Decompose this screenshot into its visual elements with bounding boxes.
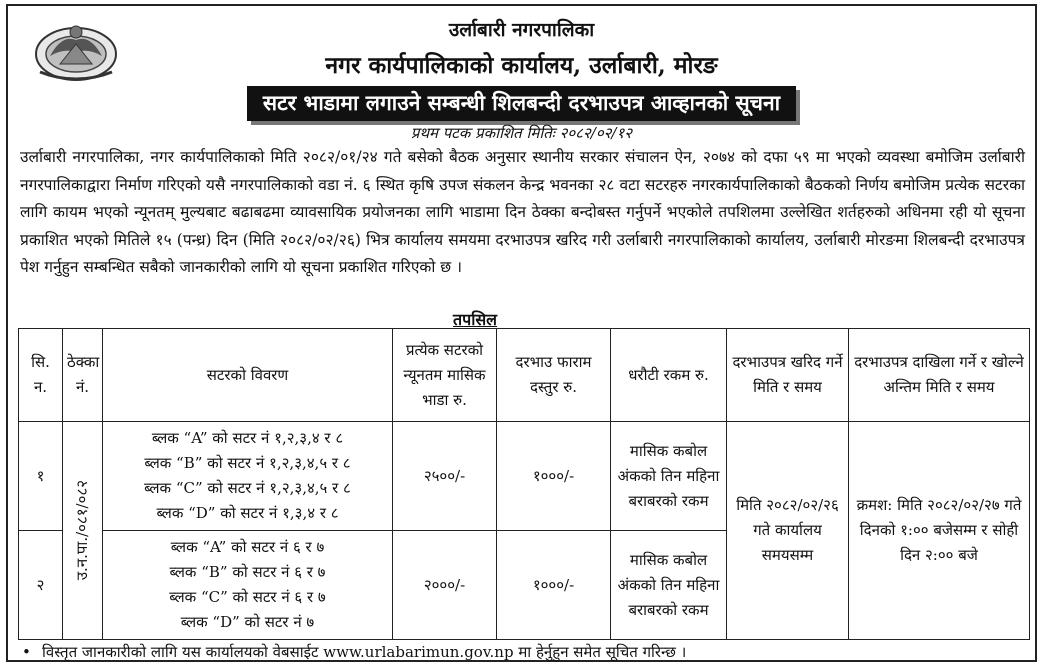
header-contract-no: ठेक्का नं.: [63, 329, 103, 422]
description-line: ब्लक “D” को सटर नं ७: [180, 613, 315, 631]
row-form-fee: १०००/-: [497, 422, 611, 531]
description-line: ब्लक “B” को सटर नं ६ र ७: [169, 563, 326, 581]
row-form-fee: १०००/-: [497, 531, 611, 640]
description-line: ब्लक “C” को सटर नं १,२,३,४,५ र ८: [144, 479, 351, 497]
header-min-rent: प्रत्येक सटरको न्यूनतम मासिक भाडा रु.: [393, 329, 497, 422]
row-deposit: मासिक कबोल अंकको तिन महिना बराबरको रकम: [611, 531, 727, 640]
table-header-row: [19, 329, 1030, 422]
row-deposit: मासिक कबोल अंकको तिन महिना बराबरको रकम: [611, 422, 727, 531]
notice-title: सटर भाडामा लगाउने सम्बन्धी शिलबन्दी दरभाउपत्र आव्हानको सूचना: [247, 86, 796, 121]
notice-banner: [8, 86, 1035, 121]
row-min-rent: २०००/-: [393, 531, 497, 640]
header-purchase-deadline: दरभाउपत्र खरिद गर्ने मिति र समय: [727, 329, 849, 422]
schedule-table: [18, 328, 1030, 640]
footnote-text: विस्तृत जानकारीको लागि यस कार्यालयको वेबसाईट www.urlabarimun.gov.np मा हेर्नुहुन समेत सूचित गरिन्छ ।: [42, 643, 687, 661]
header-submit-open: दरभाउपत्र दाखिला गर्ने र खोल्ने अन्तिम मिति र समय: [849, 329, 1030, 422]
row-description: [103, 422, 393, 531]
purchase-deadline-value: मिति २०८२/०२/२६ गते कार्यालय समयसम्म: [727, 422, 849, 640]
description-line: ब्लक “A” को सटर नं ६ र ७: [170, 538, 325, 556]
notice-page: [6, 4, 1037, 662]
bullet-icon: •: [22, 643, 31, 661]
header-deposit: धरौटी रकम रु.: [611, 329, 727, 422]
footnote: [22, 642, 686, 662]
header-description: सटरको विवरण: [103, 329, 393, 422]
notice-body: उर्लाबारी नगरपालिका, नगर कार्यपालिकाको मिति २०८२/०१/२४ गते बसेको बैठक अनुसार स्थानीय सरकार संचालन ऐन, २०७४ को दफा ५९ मा भएको व्यवस्था बमोजिम उर्लाबारी नगरपालिकाद्वारा निर्माण गरिएको यसै नगरपालिकाको वडा नं. ६ स्थित कृषि उपज संकलन केन्द्र भवनका २८ वटा सटरहरु नगरकार्यपालिकाको बैठकको निर्णय बमोजिम प्रत्येक सटरका लागि कायम भएको न्यूनतम् मुल्यबाट बढाबढमा व्यावसायिक प्रयोजनका लागि भाडामा दिन ठेक्का बन्दोबस्त गर्नुपर्ने भएकोले तपशिलमा उल्लेखित शर्तहरुको अधिनमा रही यो सूचना प्रकाशित भएको मितिले १५ (पन्ध्र) दिन (मिति २०८२/०२/२६) भित्र कार्यालय समयमा दरभाउपत्र खरिद गरी उर्लाबारी नगरपालिकाको कार्यालय, उर्लाबारी मोरङमा शिलबन्दी दरभाउपत्र पेश गर्नुहुन सम्बन्धित सबैको जानकारीको लागि यो सूचना प्रकाशित गरिएको छ ।: [20, 148, 1025, 276]
table-row: [19, 422, 1030, 531]
description-line: ब्लक “D” को सटर नं १,३,४ र ८: [156, 504, 339, 522]
submit-open-value: क्रमश: मिति २०८२/०२/२७ गते दिनको १:०० बजेसम्म र सोही दिन २:०० बजे: [849, 422, 1030, 640]
description-line: ब्लक “A” को सटर नं १,२,३,४ र ८: [151, 429, 344, 447]
header-form-fee: दरभाउ फाराम दस्तुर रु.: [497, 329, 611, 422]
contract-no: उ.न.पा./०८१/०८२: [73, 480, 91, 581]
description-line: ब्लक “B” को सटर नं १,२,३,४,५ र ८: [144, 454, 351, 472]
publication-date: प्रथम पटक प्रकाशित मितिः २०८२/०२/१२: [410, 124, 633, 142]
office-name: नगर कार्यपालिकाको कार्यालय, उर्लाबारी, मोरङ: [325, 52, 718, 79]
header-sn: सि. न.: [19, 329, 63, 422]
schedule-title: तपसिल: [453, 310, 498, 329]
row-sn: १: [19, 422, 63, 531]
row-min-rent: २५००/-: [393, 422, 497, 531]
row-description: [103, 531, 393, 640]
contract-no-cell: [63, 422, 103, 640]
row-sn: २: [19, 531, 63, 640]
description-line: ब्लक “C” को सटर नं ६ र ७: [169, 588, 326, 606]
org-name: उर्लाबारी नगरपालिका: [448, 19, 595, 41]
